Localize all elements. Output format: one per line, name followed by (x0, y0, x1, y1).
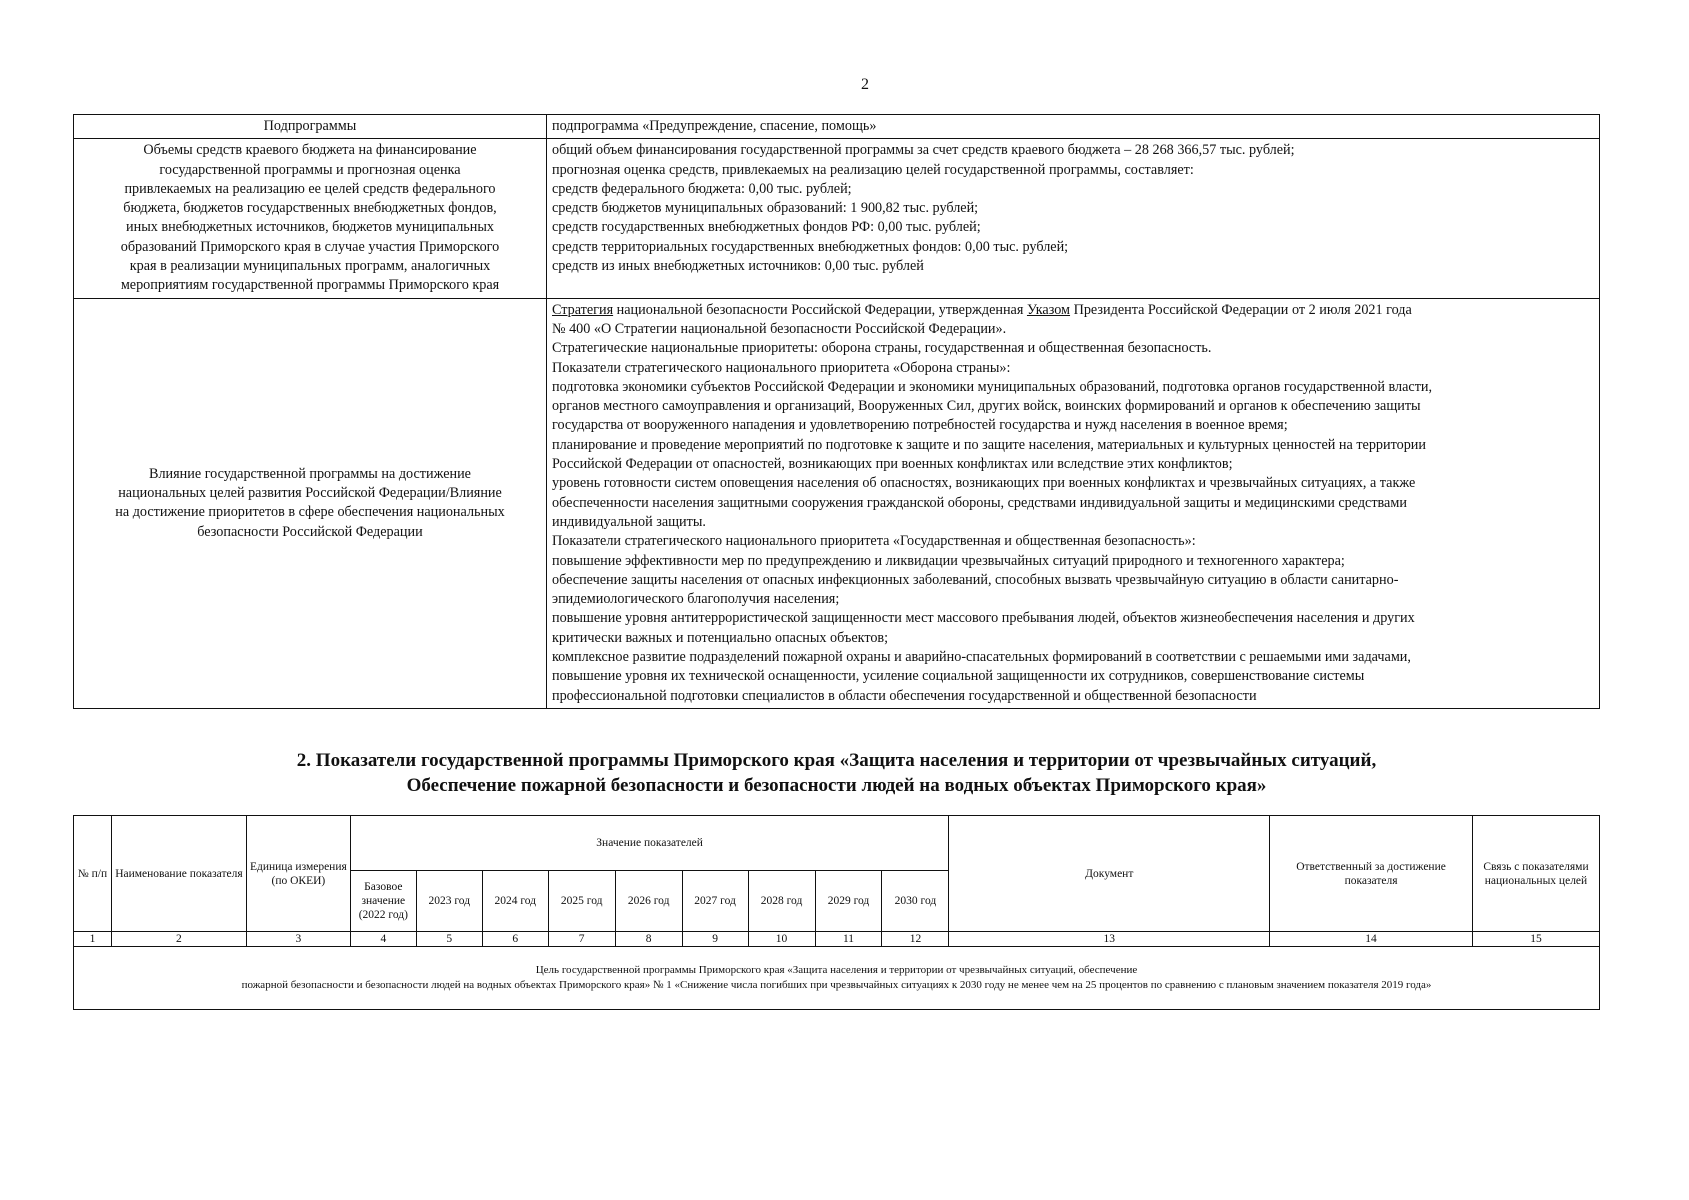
column-number: 7 (548, 932, 615, 947)
indicators-table (73, 815, 1600, 1010)
label-line: мероприятиям государственной программы Приморского края (120, 277, 500, 294)
column-number: 2 (111, 932, 246, 947)
label-line: края в реализации муниципальных программ, аналогичных (129, 258, 491, 275)
value-line: индивидуальной защиты. (552, 513, 706, 530)
value-line: подпрограмма «Предупреждение, спасение, помощь» (552, 118, 877, 134)
column-number: 11 (815, 932, 882, 947)
header-year: 2027 год (682, 871, 748, 932)
value-line: критически важных и потенциально опасных объектов; (552, 629, 889, 646)
value-line: средств из иных внебюджетных источников: 0,00 тыс. рублей (552, 258, 924, 275)
label-line: Влияние государственной программы на достижение (149, 465, 471, 482)
column-number-row (74, 932, 1600, 947)
value-line: планирование и проведение мероприятий по подготовке к защите и по защите населения, материальных и культурных ценностей на территории (552, 436, 1426, 453)
goal-line: пожарной безопасности и безопасности людей на водных объектах Приморского края» № 1 «Снижение числа погибших при чрезвычайных ситуациях к 2030 году не менее чем на 25 процентов по сравнению с плановым значением показателя 2019 года» (241, 979, 1432, 991)
value-line: органов местного самоуправления и организаций, Вооруженных Сил, других войск, воинских формирований и органов к обеспечению защиты (552, 398, 1421, 415)
column-number: 5 (416, 932, 482, 947)
header-num: № п/п (74, 816, 112, 932)
value-line: средств территориальных государственных внебюджетных фондов: 0,00 тыс. рублей; (552, 238, 1069, 255)
value-line: Показатели стратегического национального приоритета «Государственная и общественная безопасность»: (552, 533, 1196, 550)
column-number: 8 (615, 932, 682, 947)
strategy-text: национальной безопасности Российской Федерации, утвержденная (613, 301, 1027, 318)
program-goal-row (74, 947, 1600, 1010)
column-number: 4 (350, 932, 416, 947)
strategy-text: Президента Российской Федерации от 2 июля 2021 года (1070, 301, 1412, 318)
value-line: прогнозная оценка средств, привлекаемых на реализацию целей государственной программы, составляет: (552, 161, 1194, 178)
header-row (74, 816, 1600, 871)
column-number: 13 (949, 932, 1270, 947)
program-passport-table (73, 114, 1600, 709)
header-responsible: Ответственный за достижение показателя (1270, 816, 1473, 932)
header-year: 2026 год (615, 871, 682, 932)
value-line: общий объем финансирования государственной программы за счет средств краевого бюджета – 28 268 366,57 тыс. рублей; (552, 142, 1295, 159)
value-line: обеспечение защиты населения от опасных инфекционных заболеваний, способных вызвать чрезвычайную ситуацию в области санитарно- (552, 571, 1399, 588)
passport-row-subprograms (74, 115, 1600, 139)
strategy-link[interactable]: Стратегия (552, 301, 614, 318)
value-line: Показатели стратегического национального приоритета «Оборона страны»: (552, 359, 1011, 376)
passport-row-funding (74, 139, 1600, 298)
column-number: 14 (1270, 932, 1473, 947)
header-document: Документ (949, 816, 1270, 932)
passport-value (547, 139, 1600, 298)
value-line: средств государственных внебюджетных фондов РФ: 0,00 тыс. рублей; (552, 219, 981, 236)
value-line: повышение уровня их технической оснащенности, усиление социальной защищенности их сотрудников, совершенствование системы (552, 668, 1365, 685)
column-number: 10 (748, 932, 815, 947)
passport-value (547, 115, 1600, 139)
value-line: № 400 «О Стратегии национальной безопасности Российской Федерации». (552, 320, 1007, 337)
passport-label (74, 115, 547, 139)
decree-link[interactable]: Указом (1026, 301, 1071, 318)
label-line: образований Приморского края в случае участия Приморского (120, 238, 500, 255)
column-number: 6 (482, 932, 548, 947)
passport-label (74, 298, 547, 708)
passport-label (74, 139, 547, 298)
header-national-goals-link: Связь с показателями национальных целей (1472, 816, 1599, 932)
value-line: средств федерального бюджета: 0,00 тыс. рублей; (552, 180, 852, 197)
value-line: повышение уровня антитеррористической защищенности мест массового пребывания людей, объектов жизнеобеспечения населения и других (552, 610, 1415, 627)
label-line: иных внебюджетных источников, бюджетов муниципальных (126, 219, 494, 236)
header-year: 2030 год (882, 871, 949, 932)
label-line: бюджета, бюджетов государственных внебюджетных фондов, (123, 200, 497, 217)
label-line: государственной программы и прогнозная оценка (159, 161, 461, 178)
header-year: 2029 год (815, 871, 882, 932)
column-number: 9 (682, 932, 748, 947)
label-line: Объемы средств краевого бюджета на финансирование (143, 142, 477, 159)
value-line: Стратегические национальные приоритеты: оборона страны, государственная и общественная безопасность. (552, 340, 1212, 357)
label-line: национальных целей развития Российской Федерации/Влияние (118, 484, 502, 501)
strategy-line (552, 301, 1594, 320)
goal-line: Цель государственной программы Приморского края «Защита населения и территории от чрезвычайных ситуаций, обеспечение (535, 964, 1138, 976)
passport-value (547, 298, 1600, 708)
label-line: Подпрограммы (263, 118, 357, 134)
page-number: 2 (861, 76, 869, 93)
value-line: уровень готовности систем оповещения населения об опасностях, возникающих при военных конфликтах и чрезвычайных ситуациях, а также (552, 475, 1416, 492)
header-base-value: Базовое значение (2022 год) (350, 871, 416, 932)
value-line: эпидемиологического благополучия населения; (552, 591, 840, 608)
section-title-line: Обеспечение пожарной безопасности и безопасности людей на водных объектах Приморского края» (406, 775, 1267, 796)
program-goal (74, 947, 1600, 1010)
value-line: комплексное развитие подразделений пожарной охраны и аварийно-спасательных формирований в соответствии с решаемыми ими задачами, (552, 649, 1411, 666)
value-line: средств бюджетов муниципальных образований: 1 900,82 тыс. рублей; (552, 200, 979, 217)
value-line: Российской Федерации от опасностей, возникающих при военных конфликтах или вследствие этих конфликтов; (552, 456, 1233, 473)
value-line: профессиональной подготовки специалистов в области обеспечения государственной и общественной безопасности (552, 687, 1257, 704)
passport-row-national-goals (74, 298, 1600, 708)
section-title (73, 748, 1600, 798)
value-line: подготовка экономики субъектов Российской Федерации и экономики муниципальных образований, подготовка органов государственной власти, (552, 378, 1433, 395)
header-year: 2023 год (416, 871, 482, 932)
header-unit: Единица измерения (по ОКЕИ) (246, 816, 350, 932)
header-values-group: Значение показателей (350, 816, 949, 871)
section-title-line: 2. Показатели государственной программы Приморского края «Защита населения и территории от чрезвычайных ситуаций, (296, 750, 1377, 771)
header-year: 2028 год (748, 871, 815, 932)
label-line: безопасности Российской Федерации (197, 523, 423, 540)
label-line: привлекаемых на реализацию ее целей средств федерального (124, 180, 496, 197)
column-number: 1 (74, 932, 112, 947)
header-year: 2025 год (548, 871, 615, 932)
value-line: государства от вооруженного нападения и удовлетворению потребностей государства и нужд населения в военное время; (552, 417, 1288, 434)
column-number: 12 (882, 932, 949, 947)
header-name: Наименование показателя (111, 816, 246, 932)
value-line: обеспеченности населения защитными сооружения гражданской обороны, средствами индивидуальной защиты и медицинскими средствами (552, 494, 1407, 511)
value-line: повышение эффективности мер по предупреждению и ликвидации чрезвычайных ситуаций природного и техногенного характера; (552, 552, 1345, 569)
label-line: на достижение приоритетов в сфере обеспечения национальных (115, 504, 505, 521)
column-number: 15 (1472, 932, 1599, 947)
column-number: 3 (246, 932, 350, 947)
header-year: 2024 год (482, 871, 548, 932)
